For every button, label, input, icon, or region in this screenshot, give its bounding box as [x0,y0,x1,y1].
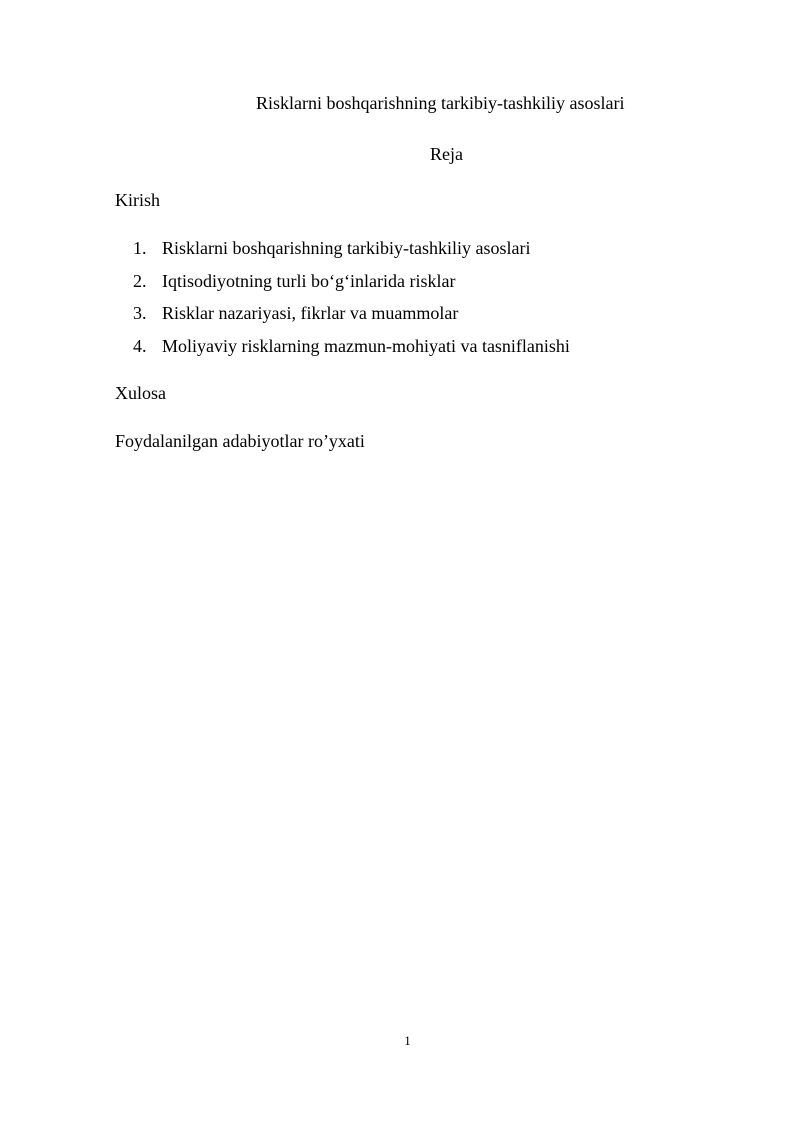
list-item-number: 1. [133,238,147,258]
conclusion-heading: Xulosa [115,383,166,403]
references-heading: Foydalanilgan adabiyotlar ro’yxati [115,431,365,451]
list-item-number: 2. [133,270,147,291]
list-item-text: Iqtisodiyotning turli bo‘g‘inlarida risklar [162,270,456,291]
plan-heading: Reja [430,144,463,164]
list-item-text: Moliyaviy risklarning mazmun-mohiyati va tasniflanishi [162,335,570,356]
list-item-text: Risklarni boshqarishning tarkibiy-tashkiliy asoslari [162,238,531,258]
list-item-number: 3. [133,303,147,323]
list-item-text: Risklar nazariyasi, fikrlar va muammolar [162,303,459,323]
page-number: 1 [404,1033,411,1048]
document-title: Risklarni boshqarishning tarkibiy-tashkiliy asoslari [256,93,625,113]
intro-heading: Kirish [115,190,160,210]
list-item-number: 4. [133,335,147,356]
